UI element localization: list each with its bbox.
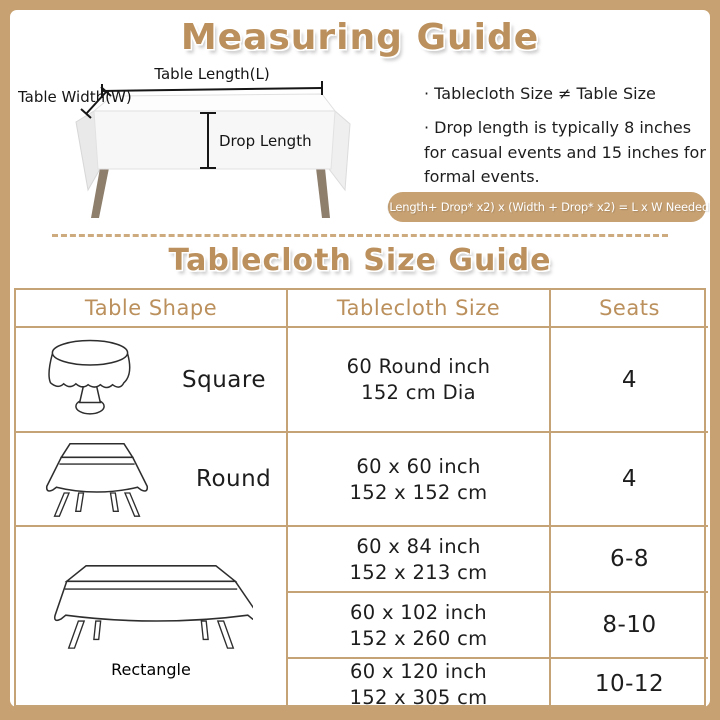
formula-banner: (Length+ Drop* x2) x (Width + Drop* x2) = L x W Needed: [388, 192, 706, 222]
header-tablecloth-size: Tablecloth Size: [286, 290, 549, 326]
header-seats: Seats: [549, 290, 708, 326]
size-cell: [286, 431, 549, 525]
size-cm: 152 x 213 cm: [349, 560, 488, 584]
draped-rectangle-table-icon: [49, 560, 253, 652]
size-inch: 60 Round inch: [346, 355, 491, 378]
measuring-diagram: [18, 64, 403, 236]
drop-label: Drop Length: [219, 132, 312, 150]
seats-cell: 4: [549, 431, 708, 525]
table-leg-right: [316, 168, 330, 218]
round-pedestal-table-icon: [38, 333, 142, 427]
seats-cell: 10-12: [549, 657, 708, 709]
note-drop-length: · Drop length is typically 8 inches for casual events and 15 inches for formal events.: [424, 117, 706, 187]
size-inch: 60 x 102 inch: [350, 600, 487, 624]
size-inch: 60 x 84 inch: [356, 534, 481, 558]
shape-label: Square: [182, 366, 266, 393]
size-cell: [286, 326, 549, 431]
size-cell: [286, 525, 549, 591]
dashed-divider: [52, 234, 668, 237]
seats-cell: 4: [549, 326, 708, 431]
header-table-shape: Table Shape: [84, 296, 218, 320]
size-guide-table: [14, 288, 706, 707]
size-cm: 152 x 305 cm: [349, 685, 488, 709]
page-title: Measuring Guide: [180, 17, 540, 58]
note-size-inequality: · Tablecloth Size ≠ Table Size: [424, 84, 656, 103]
shape-cell-square: [16, 326, 286, 431]
size-cell: [286, 657, 549, 709]
size-inch: 60 x 120 inch: [350, 659, 487, 683]
width-label: Table Width(W): [18, 88, 132, 106]
seats-cell: 6-8: [549, 525, 708, 591]
size-cm: 152 x 152 cm: [349, 480, 488, 504]
shape-label: Round: [196, 466, 272, 492]
size-inch: 60 x 60 inch: [356, 454, 481, 478]
shape-label: Rectangle: [111, 659, 191, 679]
size-cell: [286, 591, 549, 657]
size-cm: 152 cm Dia: [361, 381, 476, 404]
shape-cell-rectangle: [16, 525, 286, 709]
shape-cell-round: [16, 431, 286, 525]
size-cm: 152 x 260 cm: [349, 626, 488, 650]
length-label: Table Length(L): [154, 65, 270, 83]
section-title: Tablecloth Size Guide: [168, 243, 552, 278]
seats-cell: 8-10: [549, 591, 708, 657]
draped-square-table-icon: [38, 438, 156, 520]
measuring-notes: [424, 82, 718, 190]
